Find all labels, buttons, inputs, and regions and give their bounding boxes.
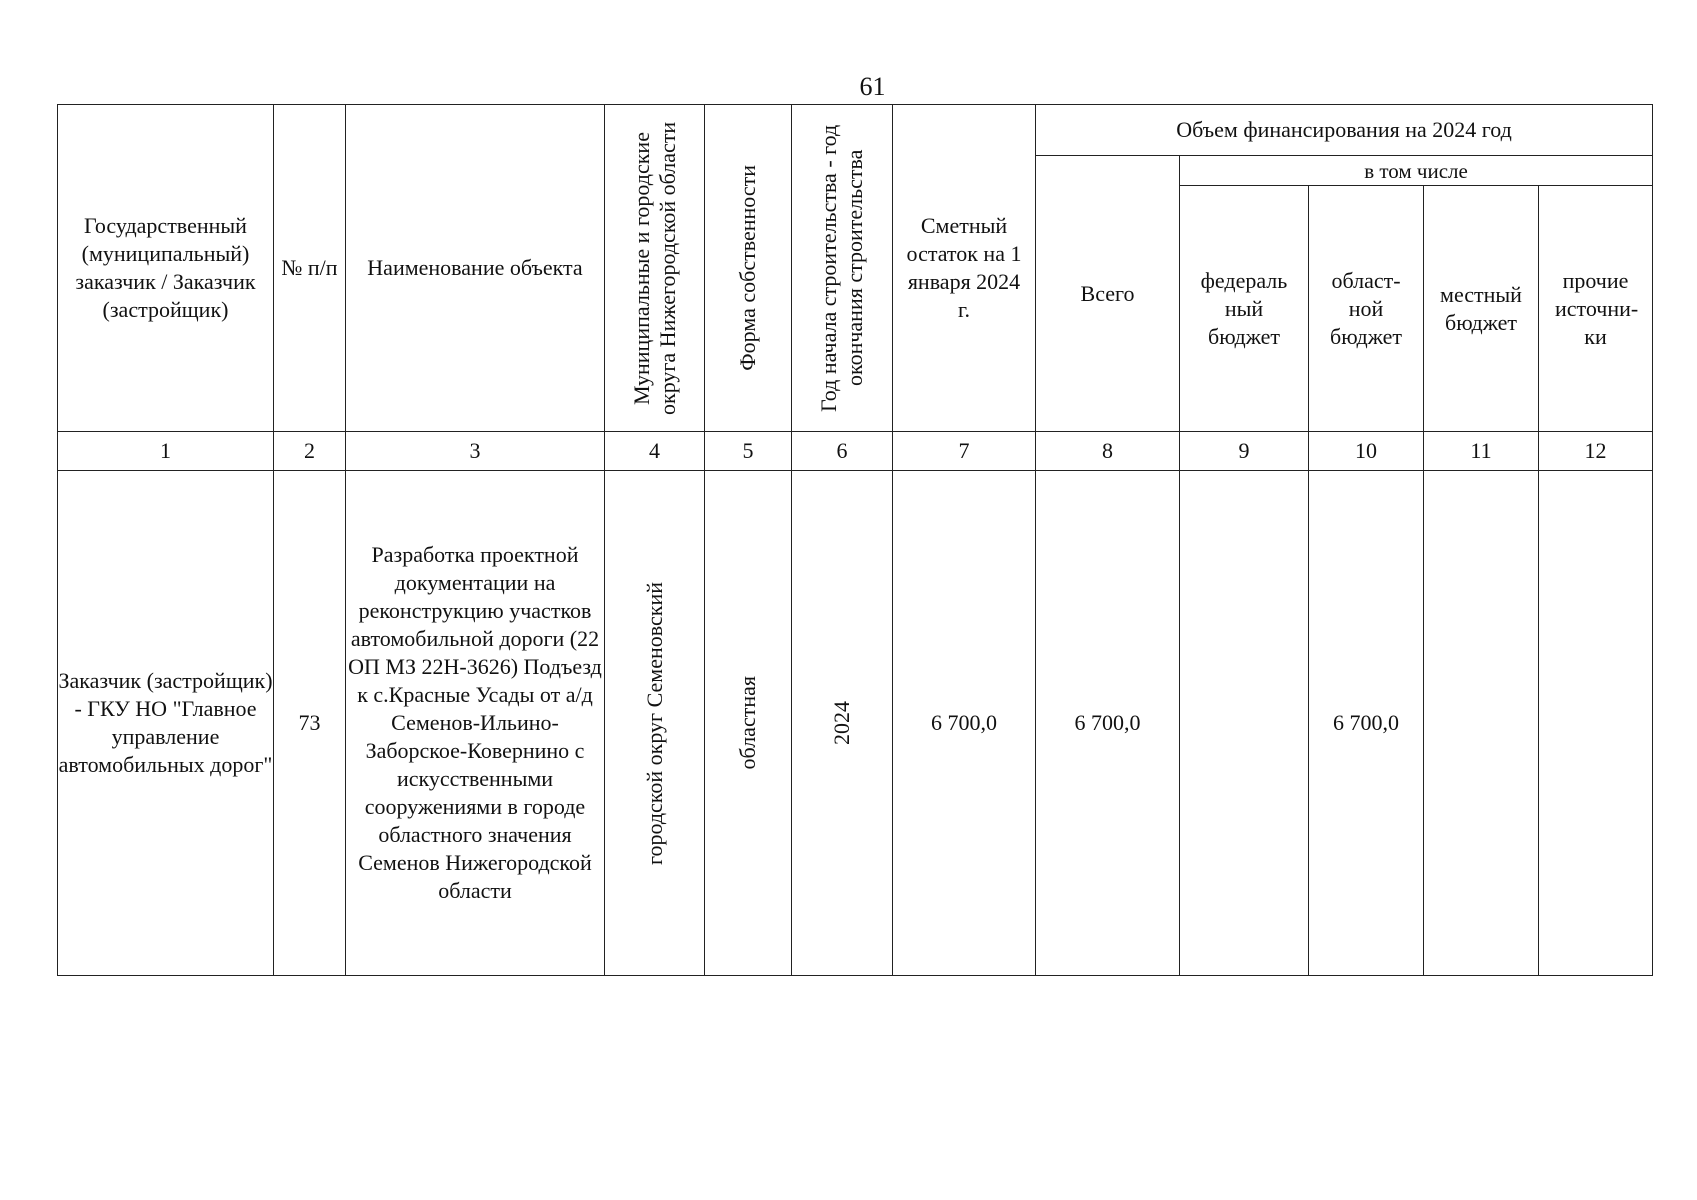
row-years: 2024 — [829, 701, 854, 745]
table-row — [58, 471, 1653, 976]
row-estimate-balance: 6 700,0 — [893, 471, 1036, 976]
header-ownership-cell — [705, 105, 792, 432]
column-number: 6 — [792, 432, 893, 471]
column-number: 1 — [58, 432, 274, 471]
header-customer: Государственный (муниципальный) заказчик / Заказчик (застройщик) — [58, 105, 274, 432]
row-object-name: Разработка проектной документации на реконструкцию участков автомобильной дороги (22 ОП МЗ 22Н-3626) Подъезд к с.Красные Усады от а/д Семенов-Ильино-Заборское-Ковернино с искусственными сооружениями в городе областного значения Семенов Нижегородской области — [346, 471, 605, 976]
header-funding-group: Объем финансирования на 2024 год — [1036, 105, 1653, 156]
column-number: 3 — [346, 432, 605, 471]
row-federal — [1180, 471, 1309, 976]
row-municipality: городской округ Семеновский — [641, 581, 667, 865]
column-number: 7 — [893, 432, 1036, 471]
header-years: Год начала строительства - год окончания строительства — [816, 124, 867, 412]
header-municipality: Муниципальные и городские округа Нижегородской области — [628, 121, 680, 415]
column-number: 12 — [1539, 432, 1653, 471]
column-number: 10 — [1309, 432, 1424, 471]
column-number: 2 — [274, 432, 346, 471]
row-regional: 6 700,0 — [1309, 471, 1424, 976]
row-other — [1539, 471, 1653, 976]
header-ownership: Форма собственности — [735, 165, 760, 371]
row-years-cell — [792, 471, 893, 976]
header-municipality-cell — [605, 105, 705, 432]
header-regional-budget: област- ной бюджет — [1309, 186, 1424, 432]
row-customer: Заказчик (застройщик) - ГКУ НО "Главное управление автомобильных дорог" — [58, 471, 274, 976]
column-number: 9 — [1180, 432, 1309, 471]
investment-table — [57, 104, 1653, 976]
column-number: 4 — [605, 432, 705, 471]
header-years-cell — [792, 105, 893, 432]
header-local-budget: местный бюджет — [1424, 186, 1539, 432]
header-other-sources: прочие источни- ки — [1539, 186, 1653, 432]
row-local — [1424, 471, 1539, 976]
row-total: 6 700,0 — [1036, 471, 1180, 976]
row-ownership: областная — [735, 676, 760, 770]
row-municipality-cell — [605, 471, 705, 976]
header-estimate-balance: Сметный остаток на 1 января 2024 г. — [893, 105, 1036, 432]
column-number: 8 — [1036, 432, 1180, 471]
header-number: № п/п — [274, 105, 346, 432]
page-number: 61 — [859, 72, 886, 101]
column-number: 11 — [1424, 432, 1539, 471]
header-total: Всего — [1036, 156, 1180, 432]
row-number: 73 — [274, 471, 346, 976]
header-federal-budget: федераль ный бюджет — [1180, 186, 1309, 432]
header-including: в том числе — [1180, 156, 1653, 186]
header-object-name: Наименование объекта — [346, 105, 605, 432]
row-ownership-cell — [705, 471, 792, 976]
column-number: 5 — [705, 432, 792, 471]
